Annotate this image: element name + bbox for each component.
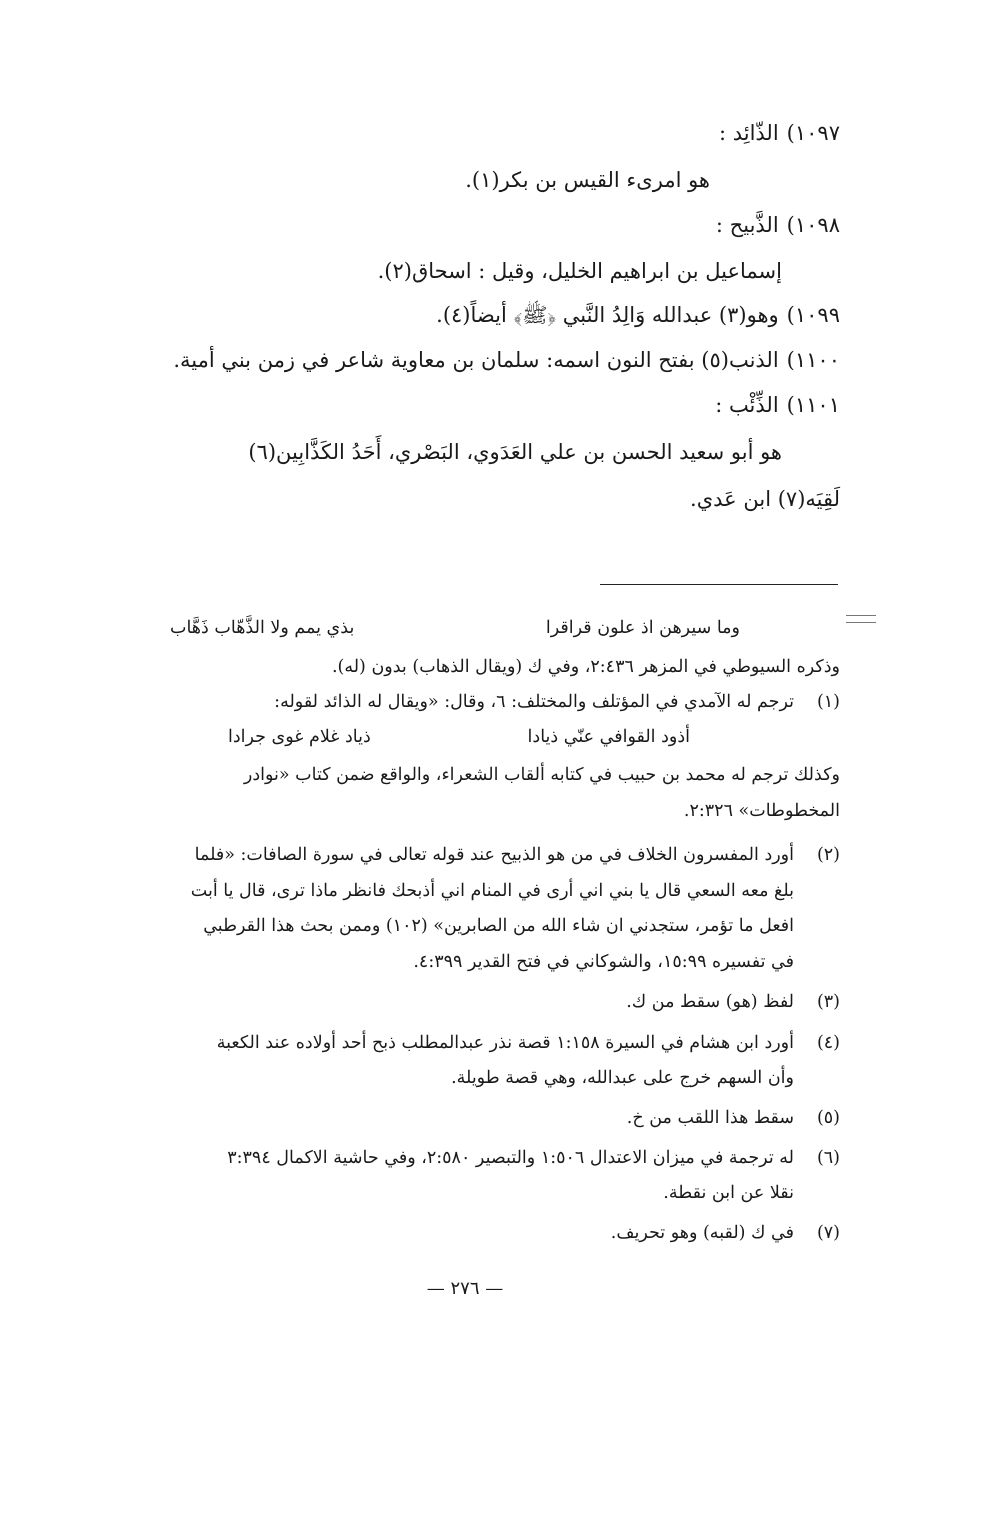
footnote-5: (٥)سقط هذا اللقب من خ. [627, 1105, 840, 1131]
footnote-number: (٢) [816, 845, 840, 865]
footnote-number: (٤) [816, 1033, 840, 1053]
entry-1098 [716, 210, 840, 240]
margin-mark [846, 615, 876, 623]
entry-body: إسماعيل بن ابراهيم الخليل، وقيل : اسحاق(٢). [377, 259, 782, 283]
entry-number: ١٠٩٧) [786, 121, 840, 145]
verse-hemistich-left: بذي يمم ولا الذَّهّاب ذَهَّاب [170, 618, 355, 638]
verse-hemistich-left: ذياد غلام غوى جرادا [228, 727, 371, 747]
entry-number: ١١٠١) [786, 393, 840, 417]
entry-number: ١٠٩٩) [786, 303, 840, 327]
footnote-number: (٦) [816, 1148, 840, 1168]
entry-heading: الذَّبيح : [715, 213, 779, 237]
page-number: — ٢٧٦ — [426, 1278, 504, 1299]
footnote-3: (٣)لفظ (هو) سقط من ك. [626, 989, 840, 1015]
entry-1099 [436, 300, 840, 330]
entry-body: لَقِيَه(٧) ابن عَدي. [690, 487, 840, 511]
entry-heading: الذِّئْب : [715, 393, 779, 417]
entry-number: ١٠٩٨) [786, 213, 840, 237]
footnote-line: بلغ معه السعي قال يا بني اني أرى في المنام اني أذبحك فانظر ماذا ترى، قال يا أبت [190, 881, 794, 901]
entry-1097 [719, 118, 840, 148]
entry-heading: وهو(٣) عبدالله وَالِدُ النَّبي ﴿ﷺ﴾ أيضاً(٤). [436, 303, 779, 327]
footnote-continuation: وذكره السيوطي في المزهر ٢:٤٣٦، وفي ك (ويقال الذهاب) بدون (له). [331, 657, 840, 677]
footnote-7: (٧)في ك (لقبه) وهو تحريف. [611, 1220, 840, 1246]
entry-heading: الذنب(٥) بفتح النون اسمه: سلمان بن معاوية شاعر في زمن بني أمية. [173, 348, 779, 372]
entry-1101 [715, 390, 840, 420]
footnote-separator [600, 584, 838, 585]
footnote-1: (١)ترجم له الآمدي في المؤتلف والمختلف: ٦، وقال: «ويقال له الذائد لقوله: [274, 689, 840, 715]
entry-number: ١١٠٠) [786, 348, 840, 372]
footnote-number: (١) [816, 692, 840, 712]
verse-hemistich-right: وما سيرهن اذ علون قراقرا [545, 618, 740, 638]
footnote-2: (٢)أورد المفسرون الخلاف في من هو الذبيح عند قوله تعالى في سورة الصافات: «فلما [195, 842, 840, 868]
footnote-line: افعل ما تؤمر، ستجدني ان شاء الله من الصابرين» (١٠٢) وممن بحث هذا القرطبي [203, 916, 794, 936]
entry-heading: الذّائِد : [718, 121, 779, 145]
footnote-4: (٤)أورد ابن هشام في السيرة ١:١٥٨ قصة نذر عبدالمطلب ذبح أحد أولاده عند الكعبة [217, 1030, 840, 1056]
footnote-line: المخطوطات» ٢:٣٢٦. [683, 801, 840, 821]
footnote-number: (٧) [816, 1223, 840, 1243]
entry-body: هو أبو سعيد الحسن بن علي العَدَوي، البَصْري، أَحَدُ الكَذَّابِين(٦) [248, 440, 782, 464]
footnote-line: نقلا عن ابن نقطة. [663, 1183, 794, 1203]
entry-body: هو امرىء القيس بن بكر(١). [465, 168, 710, 192]
footnote-number: (٥) [816, 1108, 840, 1128]
footnote-number: (٣) [816, 992, 840, 1012]
verse-hemistich-right: أذود القوافي عنّي ذيادا [527, 727, 690, 747]
footnote-line: وكذلك ترجم له محمد بن حبيب في كتابه ألقاب الشعراء، والواقع ضمن كتاب «نوادر [243, 765, 840, 785]
entry-1100 [173, 345, 840, 375]
footnote-line: وأن السهم خرج على عبدالله، وهي قصة طويلة. [451, 1068, 794, 1088]
footnote-line: في تفسيره ١٥:٩٩، والشوكاني في فتح القدير ٤:٣٩٩. [413, 952, 794, 972]
footnote-6: (٦)له ترجمة في ميزان الاعتدال ١:٥٠٦ والتبصير ٢:٥٨٠، وفي حاشية الاكمال ٣:٣٩٤ [227, 1145, 840, 1171]
